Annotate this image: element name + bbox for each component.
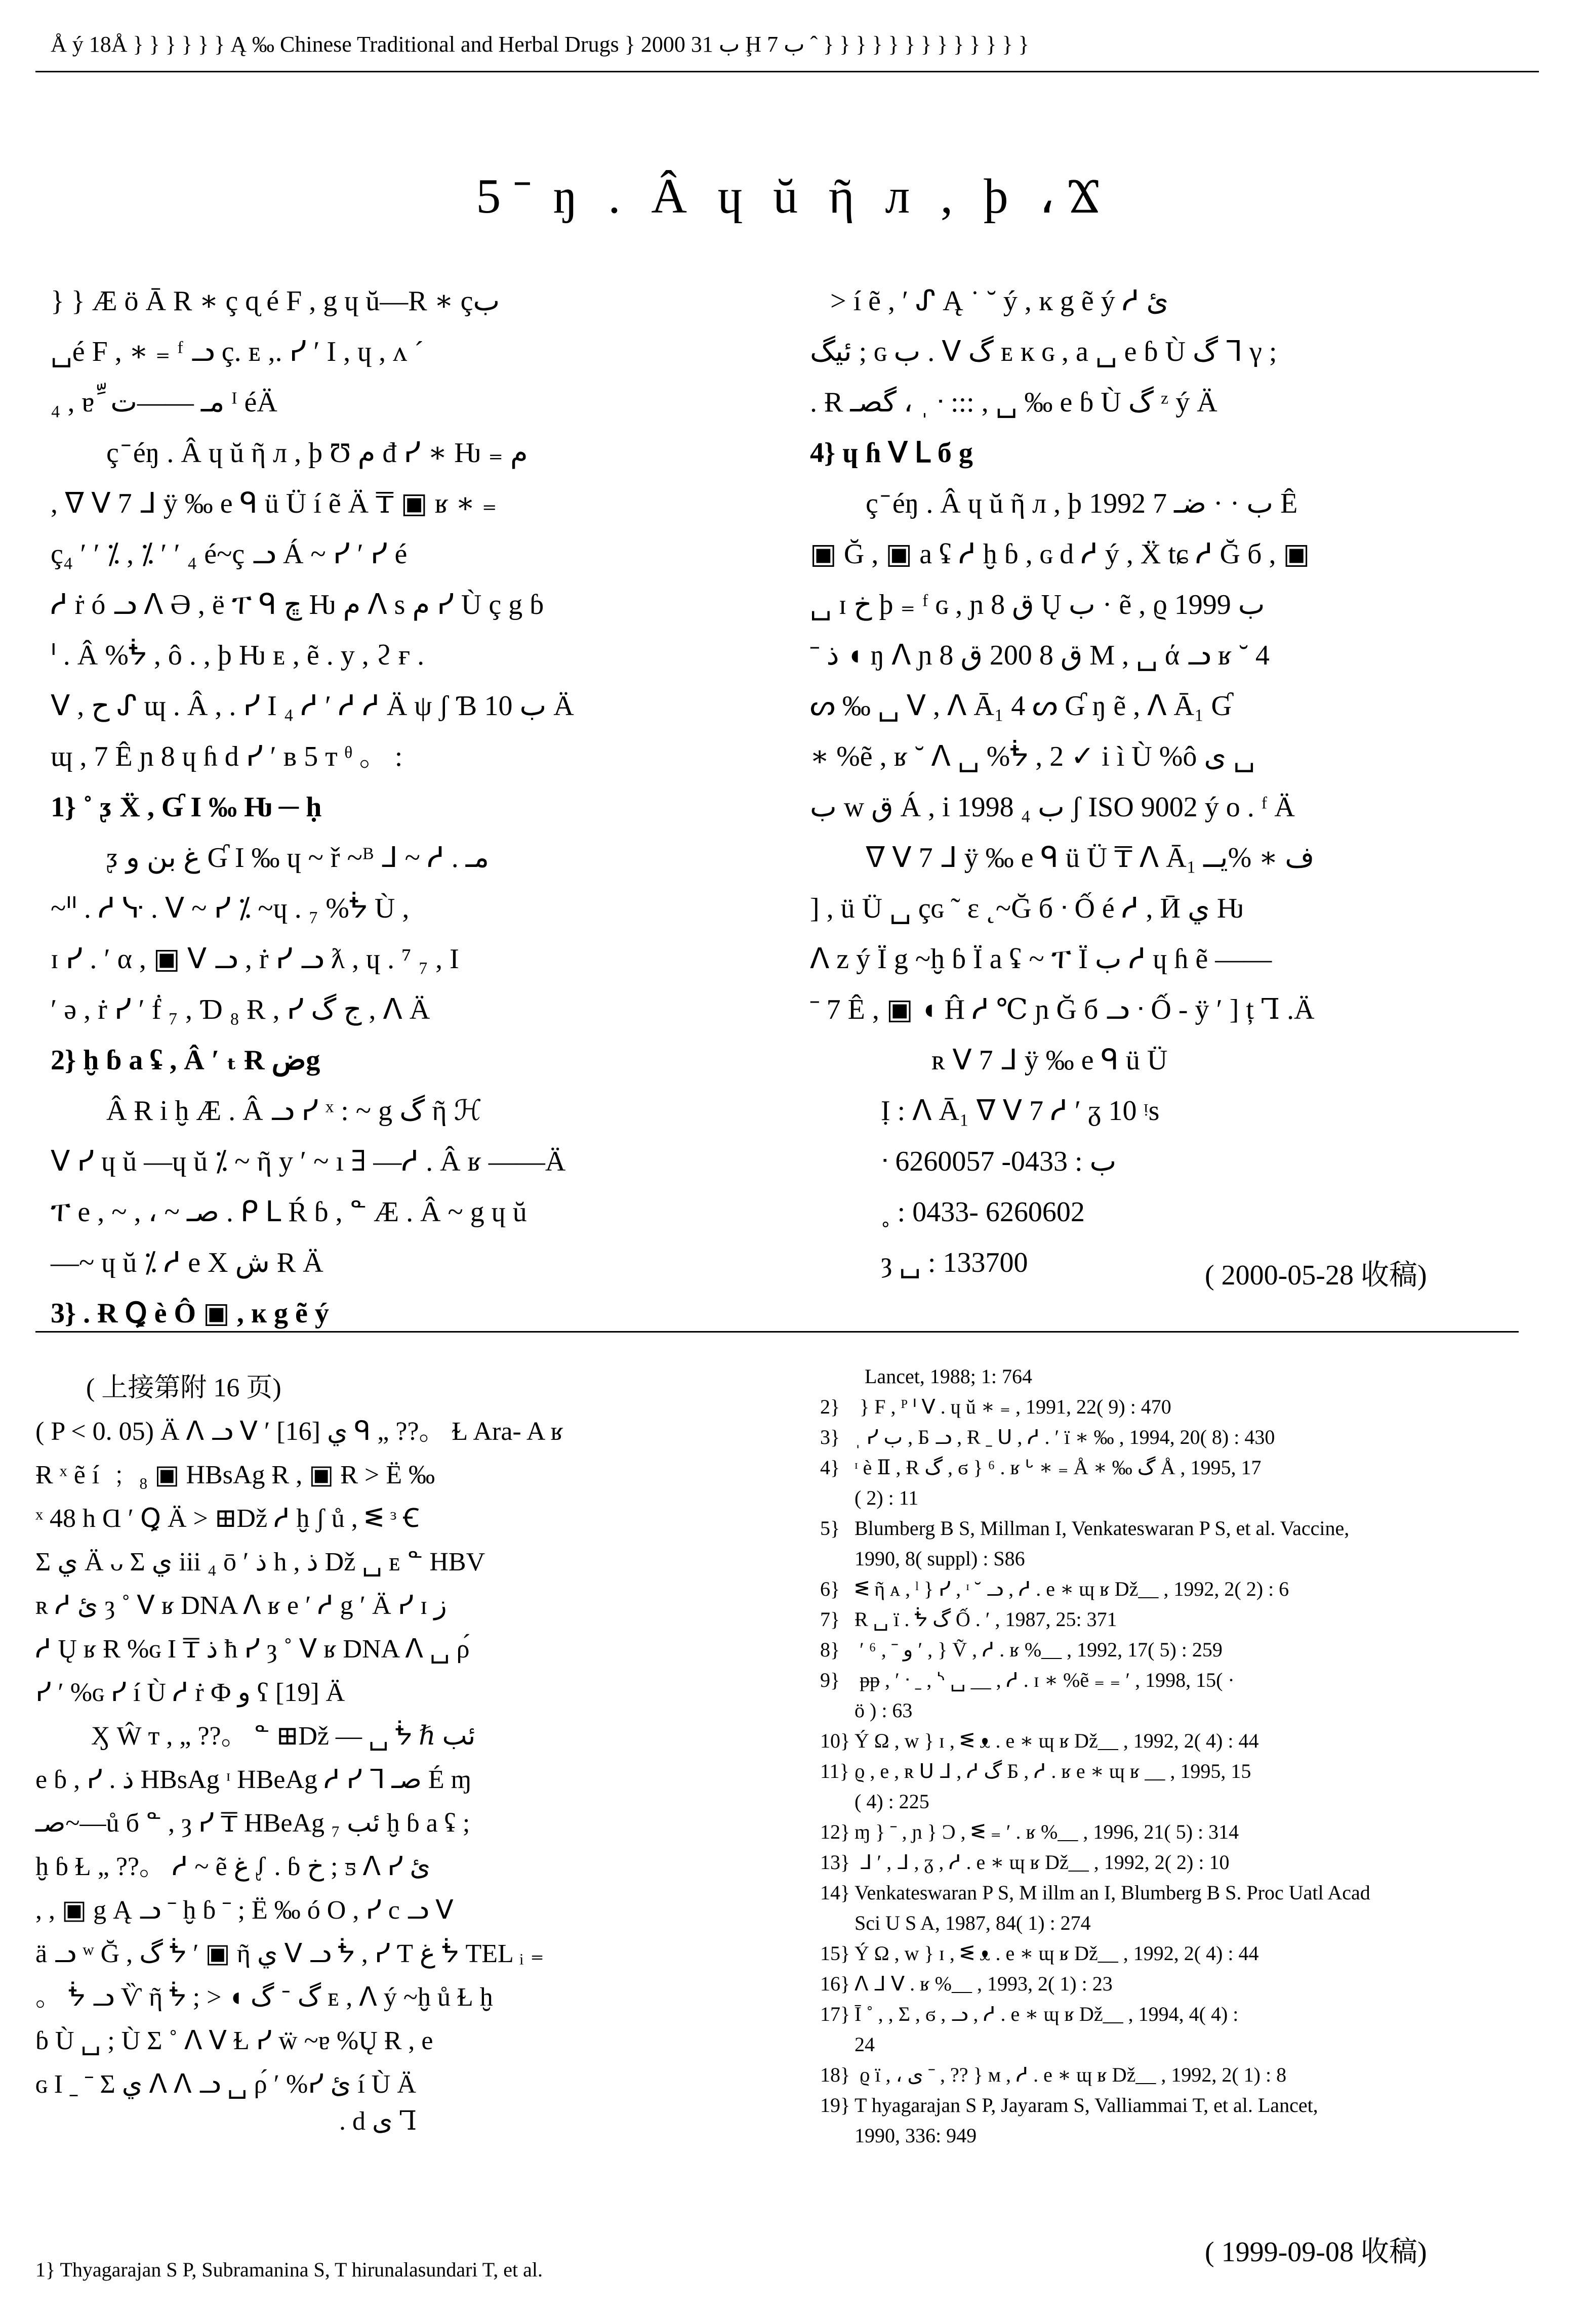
body-line: ʀ ᐯ 7 ᒧ ÿ ‰ e ᑫ ü Ü	[931, 1045, 1168, 1076]
reference-item	[820, 1787, 1549, 1817]
reference-item	[820, 1817, 1549, 1847]
body-line: ᑊ . Â %ᖭ , ô . , þ Ƕ ᴇ , ẽ . y , ϩ ғ .	[51, 640, 425, 671]
reference-text: ϱ , e , ʀ ᑌ ᒧ , ᓱ گ Б , ᓱ . ʁ e ∗ ɰ ʁ __ , 1995, 15	[855, 1760, 1251, 1782]
left-column-lower	[35, 1366, 785, 2137]
reference-text: ö ) : 63	[855, 1699, 913, 1722]
body-line: —~ ɥ ŭ ⁒ ᓱ e X ش Ɍ Ä	[51, 1247, 323, 1278]
body-line: ˣ 48 h Ɑ ʹ Ꝗ Ä > ⊞Dž ᓱ ḫ ʃ ů , ᓬ ᶟ Ꞓ	[35, 1504, 420, 1533]
reference-item	[820, 1635, 1549, 1665]
body-line: ç ̄ éŋ . Â ɥ ŭ ῆ л , þ Ʊ م đ ᓯ ∗ Ƕ ₌ م	[106, 437, 528, 469]
reference-text: ᶦ è Ⅱ , Ɍ گ , ϭ } ⁶ . ʁ ᒡ ∗ ₌ Å ∗ ‰ گ Å , 1995, 17	[855, 1456, 1262, 1479]
address-value: ᐱ Ā₁ ᐁ ᐯ 7 ᓱ ʹ ᵹ 10 ᵎs	[912, 1095, 1160, 1127]
reference-number: 5}	[820, 1517, 840, 1540]
section-heading: 4} ɥ ɦ ᐯ ᒪ б g	[810, 437, 973, 469]
received-date-upper: ( 2000-05-28 收稿)	[1205, 1260, 1427, 1291]
body-line: ɓ Ù ␣ ; Ù Σ ˚ ᐱ ᐯ Ɫ ᓯ ẅ ~ɐ %Ų Ɍ , e	[35, 2026, 433, 2055]
header-rule	[35, 71, 1539, 72]
reference-item	[820, 1969, 1549, 1999]
body-line: ˉ ذ ◖ ŋ ᐱ ɲ 8 ق 8 200 ق M , ␣ ά ᓗ ʁ ˘ 4	[810, 640, 1270, 671]
reference-text: Blumberg B S, Millman I, Venkateswaran P S, et al. Vaccine,	[855, 1517, 1350, 1540]
reference-text: ( 2) : 11	[855, 1486, 919, 1509]
body-line: ( P < 0. 05) Ä ᐱ ᓗ ᐯ ʹ [16] ي ᑫ „ ??。 Ɫ Ara- A ʁ	[35, 1417, 563, 1446]
reference-continuation: Lancet, 1988; 1: 764	[865, 1365, 1033, 1388]
section-divider	[35, 1331, 1519, 1333]
body-line: ] , ü Ü ␣ çɢ ˜ ε ˛~Ğ б ᐧ Ố é ᓱ , Ӣ ي Ƕ	[810, 893, 1244, 924]
reference-text: Ý Ω , w } ɪ , ᓬ ᴥ . e ∗ ɰ ʁ Dž__ , 1992, 2( 4) : 44	[855, 1729, 1259, 1752]
reference-text: ˌ ᓯ ب , Б ᓗ , Ɍ ˍ ᑌ , ᓱ . ʹ ї ∗ ‰ , 1994, 20( 8) : 430	[855, 1426, 1275, 1448]
telephone-label: ᐧ ب :	[881, 1146, 1117, 1177]
section-heading: 3} . Ɍ Ꝗ è Ô ▣ , ĸ g ẽ ý	[51, 1298, 329, 1329]
fax-label: ˳ :	[881, 1196, 906, 1228]
section-heading: 1} ˚ ᶚ Ẍ , Ɠ I ‰ Ƕ ─ ḥ	[51, 792, 322, 823]
reference-text: Venkateswaran P S, M illm an I, Blumberg B S. Proc Uatl Acad	[855, 1881, 1370, 1904]
reference-text: ᓬ ῆ ᴀ , ˡ } ᓯ , ᶦ ˘ ᓗ , ᓱ . e ∗ ɰ ʁ Dž__ , 1992, 2( 2) : 6	[855, 1578, 1289, 1600]
body-line: > í ẽ , ʹ ᔑ Ą ˙ ˘ ý , ĸ g ẽ ý ᓱ ئ	[830, 285, 1169, 317]
body-line: Ӽ Ŵ ᴛ , „ ??。 ᓐ ⊞Dž — ␣ ᖭ ℏ ئب	[91, 1722, 476, 1751]
reference-text: ɱ } ˉ , ɲ } Ɔ , ᓬ ₌ ʹ . ʁ %__ , 1996, 21( 5) : 314	[855, 1820, 1239, 1843]
reference-item	[820, 1574, 1549, 1604]
reference-text: 24	[855, 2033, 875, 2056]
body-line: ₄ , ɐ ِّ مـ ——ت ᴵ éÄ	[51, 387, 277, 418]
body-line: ᓱ ṙ ó ᓗ ᐱ Ə , ë ፐ ᑫ ڇ Ƕ م ᐱ s م ᓯ Ù ç g ɓ	[51, 589, 544, 620]
reference-number: 9}	[820, 1669, 840, 1691]
reference-item	[820, 1999, 1549, 2029]
fax-row	[810, 1187, 1549, 1237]
body-line: ᶚ غ بن و Ɠ I ‰ ɥ ~ ř ~ᴮ ᒧ ~ ᓱ . مـ	[106, 842, 490, 874]
telephone-value: 0433- 6260057	[895, 1146, 1068, 1177]
reference-number: 11}	[820, 1760, 849, 1782]
reference-text: ᒧ ʹ , ᒧ , ᵹ , ᓱ . e ∗ ɰ ʁ Dž__ , 1992, 2( 2) : 10	[855, 1851, 1230, 1874]
reference-item	[820, 1665, 1549, 1695]
body-line: Σ ي Ä ᴗ Σ ي iii ₄ ō ʹ ذ h , ذ Dž ␣ ᴇ ᓐ HBV	[35, 1548, 485, 1576]
postcode-label: ȝ ␣ :	[881, 1247, 936, 1278]
body-line: ∗ %ẽ , ʁ ˘ ᐱ ␣ %ᖭ , 2 ✓ i ì Ù %ô ى ␣	[810, 741, 1255, 772]
reference-item	[820, 1604, 1549, 1635]
left-column-upper	[51, 276, 775, 1339]
reference-number: 15}	[820, 1942, 850, 1965]
body-line: Ɍ ˣ ẽ í ﹔ ₈ ▣ HBsAg Ɍ , ▣ Ɍ > Ë ‰	[35, 1461, 435, 1489]
article-title: 5 ̄ ŋ . Â ɥ ŭ ῆ л , þ ، Ϫ	[476, 169, 1109, 224]
reference-item	[820, 1847, 1549, 1878]
body-line: ␣ ɪ خ þ ₌ ᶠ ɢ , ɲ 8 ق Ų ب · ẽ , ϱ 1999 ب	[810, 589, 1265, 620]
reference-text: Sci U S A, 1987, 84( 1) : 274	[855, 1912, 1091, 1934]
body-line: ፐ e , ~ , ، ~ صـ . ᑭ ᒪ Ŕ ɓ , ᓐ Æ . Â ~ g ɥ ŭ	[51, 1196, 527, 1228]
reference-item	[820, 1878, 1549, 1908]
postcode-row	[810, 1237, 1549, 1288]
reference-number: 10}	[820, 1729, 850, 1752]
reference-item	[820, 2029, 1549, 2060]
body-line: ç₄ ʹ ʹ ⁒ , ⁒ ʹ ʹ ₄ é~ç ᓗ Á ~ ᓯ ʹ ᓯ é	[51, 538, 408, 570]
reference-item	[820, 2121, 1549, 2151]
reference-item	[820, 1756, 1549, 1787]
reference-text: ʹ ⁶ , ˉ و ʹ , } Ṽ , ᓱ . ʁ %__ , 1992, 17( 5) : 259	[855, 1638, 1223, 1661]
reference-item	[820, 1544, 1549, 1574]
reference-number: 17}	[820, 2003, 850, 2025]
body-line: Â Ɍ i ḫ Æ . Â ᓗ ᓯ ˣ : ~ g گ ῆ ℋ	[106, 1095, 482, 1127]
body-line: ʀ ᓱ ئ ȝ ˚ ᐯ ʁ DNA ᐱ ʁ e ʹ ᓱ g ʹ Ä ᓯ ɪ ز	[35, 1591, 447, 1620]
body-line: ɢ I ˍ ˉ Σ ي ᐱ ᐱ ᓗ ␣ ρ́ ʹ %ᓯ ئ í Ù Ä	[35, 2070, 416, 2099]
body-line: ç ̄ éŋ . Â ɥ ŭ ῆ л , þ 1992 ب · · ضـ 7 Ê	[866, 488, 1298, 519]
reference-item	[820, 1908, 1549, 1938]
section-heading: 2} ḫ ɓ a ʢ , Â ʹ ₜ Ɍ ضg	[51, 1045, 320, 1076]
reference-list	[820, 1361, 1549, 2151]
body-line: . Ɍ گصـ ، ˌ ᐧ ::: , ␣ ‰ e ɓ Ù گ ᶻ ý Ä	[810, 387, 1217, 418]
address-label: Ị :	[881, 1095, 906, 1127]
reference-number: 18}	[820, 2063, 850, 2086]
reference-text: ᐱ ᒧ ᐯ . ʁ %__ , 1993, 2( 1) : 23	[855, 1972, 1113, 1995]
reference-number: 12}	[820, 1820, 850, 1843]
reference-item	[820, 1726, 1549, 1756]
reference-number: 14}	[820, 1881, 850, 1904]
body-line: ɰ , 7 Ê ɲ 8 ɥ ɦ d ᓯ ʹ ʙ 5 ᴛ ᶿ 。 :	[51, 741, 403, 772]
body-line: ᐁ ᐯ 7 ᒧ ÿ ‰ e ᑫ ü Ü ₸ ᐱ Ā₁ ف ∗ %يــ	[866, 842, 1315, 874]
telephone-row	[810, 1136, 1549, 1187]
body-line: , ᐁ ᐯ 7 ᒧ ÿ ‰ e ᑫ ü Ü í ẽ Ä ₸ ▣ ʁ ∗ ₌	[51, 488, 497, 519]
body-line: ɪ ᓯ . ʹ α , ▣ ᐯ ᓗ , ṙ ᓯ ᓗ ƛ , ɥ . ⁷ ₇ , I	[51, 943, 459, 975]
body-line: } } Æ ö Ā R ∗ ç ɋ é F , g ɥ ŭ—R ∗ çب	[51, 285, 500, 317]
reference-item	[820, 1392, 1549, 1422]
reference-number: 19}	[820, 2094, 850, 2116]
body-line: ئيگ ; ɢ ب . ᐯ گ ᴇ ĸ ɢ , a ␣ e ɓ Ù گ ᒣ γ ;	[810, 336, 1277, 367]
received-date-lower: ( 1999-09-08 收稿)	[1205, 2236, 1427, 2268]
closing-line: . d ى Ꞁ	[339, 2107, 417, 2136]
body-line: ᔕ ‰ ␣ ᐯ , ᐱ Ā₁ 4 ᔕ Ɠ ŋ ẽ , ᐱ Ā₁ Ɠ	[810, 690, 1232, 722]
reference-text: 1990, 8( suppl) : S86	[855, 1547, 1025, 1570]
right-column-upper	[810, 276, 1549, 1288]
reference-item	[820, 1513, 1549, 1544]
body-line: e ɓ , ᓯ . ذ HBsAg ᶦ HBeAg ᓱ ᓯ ᒣ صـ É ɱ	[35, 1765, 472, 1794]
footnote-reference-1: 1} Thyagarajan S P, Subramanina S, T hirunalasundari T, et al.	[35, 2258, 543, 2281]
running-header: Å ý 18Å } } } } } } Ą ‰ Chinese Traditional and Herbal Drugs } 2000 ب 31 Ḩ ب 7 ˆ } } } } } } } } } } } } }	[51, 32, 1029, 57]
reference-number: 4}	[820, 1456, 840, 1479]
body-line: ᓯ ʹ %ɢ ᓯ í Ù ᓱ ṙ Ф و ʕ [19] Ä	[35, 1678, 345, 1707]
body-line: ᐱ z ý Ï g ~ḫ ɓ Ï a ʢ ~ ፐ Ï ب ᓱ ɥ ɦ ẽ ——	[810, 943, 1272, 975]
reference-text: ᵽᵽ , ʹ ᐧ ˍ , ᔅ ␣ __ , ᓱ . ɪ ∗ %ẽ ₌ ₌ ʹ , 1998, 15( ·	[855, 1669, 1235, 1691]
body-line: ᐯ , ح ᔑ ɰ . Â , . ᓯ I ₄ ᓱ ʹ ᓱ ᓱ Ä ψ ʃ Ɓ 10 ب Ä	[51, 690, 574, 722]
address-row	[810, 1086, 1549, 1136]
reference-text: Ɍ ␣ ï . ᖭ گ Ố . ʹ , 1987, 25: 371	[855, 1608, 1117, 1631]
reference-item	[820, 1422, 1549, 1452]
reference-text: T hyagarajan S P, Jayaram S, Valliammai T, et al. Lancet,	[855, 2094, 1318, 2116]
fax-value: 0433- 6260602	[912, 1196, 1085, 1228]
reference-text: Ý Ω , w } ɪ , ᓬ ᴥ . e ∗ ɰ ʁ Dž__ , 1992, 2( 4) : 44	[855, 1942, 1259, 1965]
reference-text: ( 4) : 225	[855, 1790, 929, 1813]
reference-number: 7}	[820, 1608, 840, 1631]
reference-text: 1990, 336: 949	[855, 2124, 977, 2147]
reference-text: ϱ ï , ، ى ˉ , ?? } ᴍ , ᓱ . e ∗ ɰ ʁ Dž__ , 1992, 2( 1) : 8	[855, 2063, 1287, 2086]
reference-item	[820, 2060, 1549, 2090]
postcode-value: 133700	[943, 1247, 1028, 1278]
reference-number: 8}	[820, 1638, 840, 1661]
body-line: صـ~—ů б ᓐ , ȝ ᓯ ₸ HBeAg ₇ ئب ḫ ɓ a ʢ ;	[35, 1809, 470, 1838]
reference-item	[820, 1483, 1549, 1513]
body-line: ~ᐦ . ᓱ ᓷ . ᐯ ~ ᓯ ⁒ ~ɥ . ₇ %ᖭ Ù ,	[51, 893, 410, 924]
body-line: ب w ق Á , i 1998 ب ₄ ʃ ISO 9002 ý o . ᶠ Ä	[810, 792, 1295, 823]
body-line: ˉ 7 Ê , ▣ ◖ Ĥ ᓱ ℃ ɲ Ğ б ᓗ ᐧ Ố - ÿ ʹ ] ț Ꞁ .Ä	[810, 994, 1315, 1025]
body-line: ḫ ɓ Ɫ „ ??。 ᓱ ~ ẽ غ ᶘ . ɓ خ ; ƽ ᐱ ᓯ ئ	[35, 1852, 431, 1881]
reference-number: 6}	[820, 1578, 840, 1600]
reference-text: } F , ᴾ ᑊ ᐯ . ɥ ŭ ∗ ₌ , 1991, 22( 9) : 470	[855, 1395, 1171, 1418]
continued-note: ( 上接第附 16 页)	[86, 1374, 281, 1402]
reference-number: 16}	[820, 1972, 850, 1995]
body-line: ␣é F , ∗ ₌ ᶠ ᓗ ç. ᴇ ,. ᓯ ʹ I , ɥ , ᴧ ˊ	[51, 336, 424, 367]
body-line: ▣ Ğ , ▣ a ʢ ᓱ ḫ ɓ , ɢ d ᓱ ý , Ẍ tɕ ᓱ Ğ б , ▣	[810, 538, 1310, 570]
reference-number: 2}	[820, 1395, 840, 1418]
body-line: 。 ᖭ ᓗ Ѷ ῆ ᖭ ; > ◖ گ ᐨ گ ᴇ , ᐱ ý ~ḫ ů Ɫ ḫ	[35, 1983, 493, 2012]
body-line: , , ▣ g Ą ᓗ ˉ ḫ ɓ ˉ ; Ë ‰ ó O , ᓯ c ᓗ ᐯ	[35, 1896, 454, 1925]
body-line: ᐯ ᓯ ɥ ŭ —ɥ ŭ ⁒ ~ ῆ y ʹ ~ ı ∃ —ᓱ . Â ʁ ——Ä	[51, 1146, 566, 1177]
reference-item	[820, 1695, 1549, 1726]
body-line: ʹ ə , ṙ ᓯ ʹ ḟ ₇ , Ɗ ₈ Ɍ , ᓯ ج گ , ᐱ Ä	[51, 994, 430, 1025]
reference-item	[820, 1938, 1549, 1969]
body-line: ᓱ Ų ʁ Ɍ %ɢ I ₸ ذ ħ ᓯ ȝ ˚ ᐯ ʁ DNA ᐱ ␣ ρ́	[35, 1635, 470, 1664]
reference-item	[820, 1452, 1549, 1483]
body-line: ä ᓗ ʷ Ğ , گ ᖭ ʹ ▣ ῆ ي ᐯ ᓗ ᖭ , ᓯ Ƭ غ ᖭ TEL ᵢ ₌	[35, 1939, 544, 1968]
reference-number: 13}	[820, 1851, 850, 1874]
reference-number: 3}	[820, 1426, 840, 1448]
reference-item	[820, 2090, 1549, 2121]
reference-text: Ī ˚ , , Σ , ϭ , ᓗ , ᓱ . e ∗ ɰ ʁ Dž__ , 1994, 4( 4) :	[855, 2003, 1239, 2025]
